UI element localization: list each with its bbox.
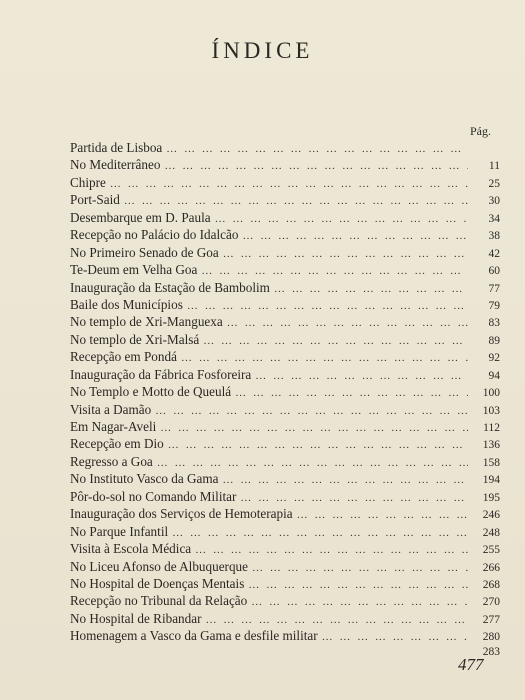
toc-entry	[70, 611, 500, 628]
toc-entry	[70, 576, 500, 593]
toc-entry-title: No Instituto Vasco da Gama	[70, 471, 219, 487]
toc-entry-title: Recepção no Tribunal da Relação	[70, 593, 248, 609]
dot-leader	[166, 143, 468, 155]
toc-entry	[70, 210, 500, 227]
page-title: ÍNDICE	[211, 38, 314, 63]
toc-entry-title: No templo de Xri-Malsá	[70, 331, 200, 347]
toc-entry-title: Homenagem a Vasco da Gama e desfile militar	[70, 628, 318, 644]
toc-entry-page: 246	[482, 509, 500, 522]
dot-leader	[297, 509, 468, 521]
page-column-label: Pág.	[470, 124, 491, 138]
toc-entry	[70, 192, 500, 209]
toc-entry-page: 92	[488, 352, 500, 365]
toc-entry-page: 255	[482, 544, 500, 557]
dot-leader	[223, 248, 468, 260]
dot-leader	[172, 527, 468, 539]
toc-entry-title: Inauguração dos Serviços de Hemoterapia	[70, 506, 293, 522]
toc-entry-page: 112	[483, 422, 500, 434]
dot-leader	[205, 614, 468, 626]
toc-entry-title: Recepção em Pondá	[70, 349, 177, 365]
toc-entry-title: Em Nagar-Aveli	[70, 419, 157, 434]
toc-entry-page: 83	[488, 317, 500, 330]
dot-leader	[215, 213, 468, 225]
dot-leader	[235, 387, 468, 399]
toc-entry-page: 194	[482, 474, 500, 487]
toc-entry	[70, 280, 500, 297]
toc-entry	[70, 471, 500, 488]
toc-entry-title: No templo de Xri-Manguexa	[70, 314, 223, 330]
dot-leader	[181, 352, 468, 364]
dot-leader	[155, 405, 468, 417]
dot-leader	[160, 422, 468, 434]
dot-leader	[168, 439, 468, 451]
toc-entry-page: 266	[482, 561, 500, 574]
toc-entry-title: Recepção em Dio	[70, 436, 164, 452]
toc-entry	[70, 628, 500, 645]
toc-entry	[70, 227, 500, 244]
toc-entry	[70, 436, 500, 453]
toc-entry	[70, 559, 500, 576]
dot-leader	[227, 317, 468, 329]
toc-entry-page: 30	[488, 195, 500, 208]
toc-entry-title: Visita a Damão	[70, 401, 152, 417]
toc-entry-title: Te-Deum em Velha Goa	[70, 262, 198, 278]
dot-leader	[164, 160, 468, 172]
toc-entry-title: Desembarque em D. Paula	[70, 209, 211, 225]
dot-leader	[255, 370, 468, 382]
toc-entry	[70, 646, 500, 663]
toc-entry	[70, 332, 500, 349]
dot-leader	[203, 335, 468, 347]
dot-leader	[187, 300, 468, 312]
toc-entry	[70, 314, 500, 331]
toc-entry-page: 136	[482, 439, 500, 452]
toc-entry	[70, 157, 500, 174]
toc-entry	[70, 506, 500, 523]
toc-entry	[70, 367, 500, 384]
toc-entry	[70, 384, 500, 401]
toc-entry-title: Inauguração da Fábrica Fosforeira	[70, 366, 252, 382]
toc-entry	[70, 175, 500, 192]
toc-entry-page: 89	[488, 334, 500, 347]
toc-entry-page: 283	[482, 645, 500, 658]
toc-entry-page: 42	[488, 247, 500, 260]
toc-entry	[70, 454, 500, 471]
dot-leader	[322, 631, 468, 643]
toc-entry-title: No Mediterrâneo	[70, 157, 161, 173]
table-of-contents	[70, 140, 500, 663]
dot-leader	[240, 492, 468, 504]
dot-leader	[124, 195, 468, 207]
toc-entry-title: No Templo e Motto de Queulá	[70, 384, 232, 400]
toc-entry	[70, 419, 500, 436]
toc-entry-title: Baile dos Municípios	[70, 296, 183, 312]
toc-entry-page: 195	[482, 491, 500, 504]
dot-leader	[157, 457, 468, 469]
dot-leader	[251, 596, 468, 608]
dot-leader	[242, 230, 468, 242]
toc-entry-page: 77	[488, 282, 500, 295]
toc-entry-title: No Parque Infantil	[70, 523, 169, 539]
toc-entry-title: Recepção no Palácio do Idalcão	[70, 227, 239, 243]
toc-entry-title: Inauguração da Estação de Bambolim	[70, 279, 270, 295]
toc-entry-page: 280	[482, 631, 500, 644]
toc-entry-title: Chipre	[70, 174, 106, 190]
toc-entry-title: Regresso a Goa	[70, 453, 153, 469]
toc-entry-page: 79	[488, 299, 500, 312]
toc-entry	[70, 489, 500, 506]
toc-entry	[70, 593, 500, 610]
toc-entry-page: 94	[488, 369, 500, 382]
toc-entry-page: 158	[482, 456, 500, 469]
toc-entry	[70, 349, 500, 366]
toc-entry-title: Partida de Lisboa	[70, 140, 163, 155]
dot-leader	[110, 178, 468, 190]
dot-leader	[274, 283, 468, 295]
dot-leader	[201, 265, 468, 277]
toc-entry-page: 60	[488, 265, 500, 278]
toc-entry-page: 34	[488, 212, 500, 225]
toc-entry-title: Port-Said	[70, 192, 120, 208]
toc-entry-page: 103	[482, 404, 500, 417]
toc-entry-title: No Liceu Afonso de Albuquerque	[70, 558, 248, 574]
toc-entry-page: 248	[482, 526, 500, 539]
toc-entry	[70, 245, 500, 262]
toc-entry-title: Pôr-do-sol no Comando Militar	[70, 488, 237, 504]
toc-entry-title: No Hospital de Ribandar	[70, 610, 202, 626]
toc-entry-page: 38	[488, 230, 500, 243]
dot-leader	[248, 579, 468, 591]
page-number: 477	[458, 655, 484, 674]
toc-entry	[70, 541, 500, 558]
toc-entry-page: 100	[482, 387, 500, 400]
toc-entry-title: No Hospital de Doenças Mentais	[70, 575, 245, 591]
toc-entry-title: Visita à Escola Médica	[70, 541, 192, 557]
dot-leader	[195, 544, 468, 556]
toc-entry-title: No Primeiro Senado de Goa	[70, 244, 219, 260]
toc-entry-page: 277	[482, 613, 500, 626]
toc-entry	[70, 297, 500, 314]
dot-leader	[252, 562, 468, 574]
dot-leader	[222, 474, 468, 486]
toc-entry	[70, 262, 500, 279]
toc-entry-page: 25	[488, 177, 500, 190]
toc-entry	[70, 140, 500, 157]
toc-entry-page: 270	[482, 596, 500, 609]
toc-entry-page: 11	[488, 160, 500, 173]
toc-entry	[70, 524, 500, 541]
toc-entry-page: 268	[482, 578, 500, 591]
toc-entry	[70, 402, 500, 419]
